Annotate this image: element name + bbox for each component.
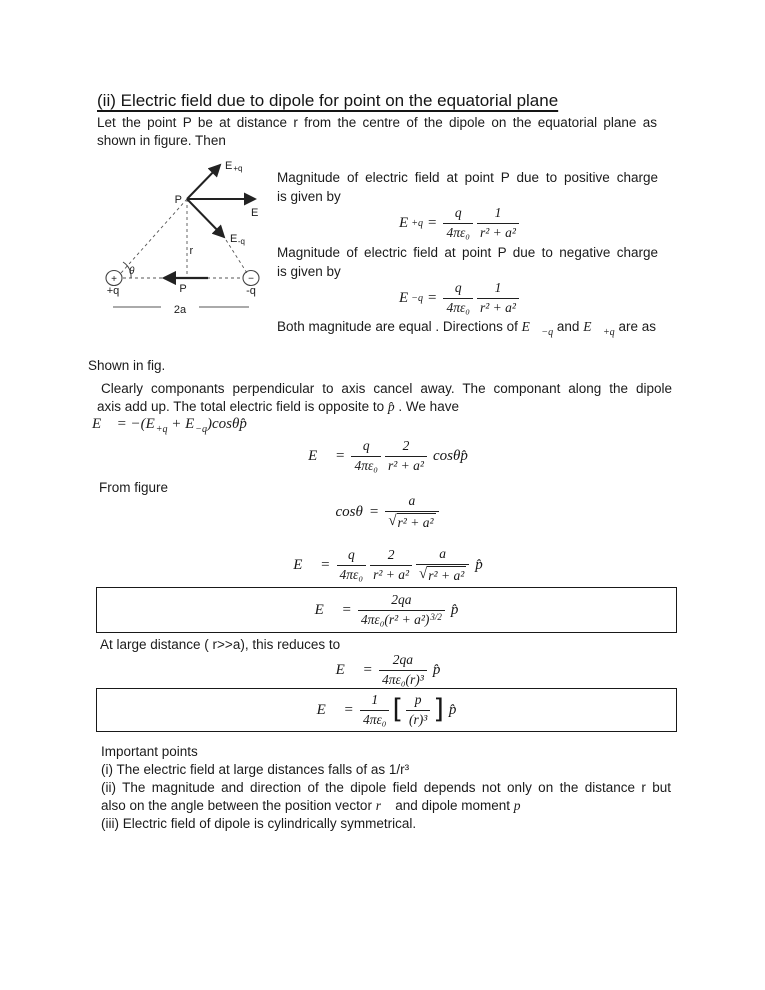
- equation-large-r: [253, 651, 523, 689]
- fraction: $\frac{p}{\text{(r)³}}$: [406, 692, 430, 729]
- important-point-i: (i) The electric field at large distances falls of as 1/r³: [101, 762, 410, 777]
- equation-boxed-2: [317, 691, 457, 729]
- math-var: p̂: [387, 399, 395, 414]
- equals-sign: =: [427, 289, 437, 306]
- intro-line-1: Let the point P be at distance r from the centre of the dipole on the equatorial plane as: [97, 115, 657, 130]
- math-tail: cosθp̂: [432, 447, 468, 464]
- equation-total-inline: E⃗ = $-(E_{+q}$ + $E_{-q})\cos\theta p̂$: [92, 416, 247, 435]
- math-var: E⃗: [314, 601, 336, 618]
- important-point-ii-line-1: (ii) The magnitude and direction of the dipole field depends not only on the distance r but: [101, 780, 671, 795]
- equation-e-plus-q: [325, 204, 595, 242]
- equation-e-three-factors: [238, 545, 538, 585]
- clearly-line-2: axis add up. The total electric field is opposite to p̂ . We have: [97, 399, 459, 414]
- math-var: E⃗: [521, 319, 541, 334]
- radical-sign: √: [388, 512, 397, 529]
- large-distance-line: At large distance ( r>>a), this reduces to: [100, 637, 341, 652]
- equation-e-minus-q: [325, 279, 595, 317]
- left-bracket: [: [392, 693, 404, 725]
- math-var: E: [399, 214, 409, 231]
- label-e-minus-q: E-q: [230, 233, 245, 246]
- math-var: r⃗: [375, 798, 392, 813]
- math-sub: −q: [411, 292, 423, 304]
- fraction: $\frac{1}{\text{r² + a²}}$: [477, 280, 519, 317]
- math-tail: p̂: [448, 701, 457, 718]
- math-sub: −q: [195, 424, 208, 435]
- from-figure: From figure: [99, 480, 169, 495]
- label-e-plus-q: E+q: [225, 160, 243, 173]
- fraction: a √ r² + a²: [385, 493, 438, 532]
- fraction: $\frac{2}{\text{r² + a²}}$: [370, 547, 412, 584]
- vector-e-plus-q: [187, 165, 220, 199]
- fraction: $\frac{q}{\text{4πε₀}}$: [351, 438, 381, 475]
- math-var: E⃗: [308, 447, 329, 464]
- math-var: p⃗: [513, 798, 532, 813]
- label-plus-q: +q: [106, 285, 120, 297]
- right-bracket: ]: [433, 693, 444, 725]
- radicand: r² + a²: [428, 567, 465, 583]
- fraction: $\frac{2}{\text{r² + a²}}$: [385, 438, 427, 475]
- math-sub: −q: [541, 327, 554, 338]
- math-tail: p̂: [450, 601, 459, 618]
- equals-sign: =: [363, 661, 372, 678]
- fraction: $\frac{q}{\text{4πε₀}}$: [337, 547, 367, 584]
- important-point-ii-line-2: also on the angle between the position vector r⃗ and dipole moment p⃗: [101, 798, 532, 813]
- equals-sign: =: [427, 214, 437, 231]
- clearly-line-1: Clearly componants perpendicular to axis cancel away. The componant along the dipole: [101, 381, 672, 396]
- important-point-iii: (iii) Electric field of dipole is cylindrically symmetrical.: [101, 816, 417, 831]
- equals-sign: =: [344, 701, 353, 718]
- label-r: r: [189, 245, 194, 257]
- label-p-vertex: P: [174, 194, 182, 206]
- math-var: E⃗: [335, 661, 357, 678]
- math-var: E⃗: [293, 556, 315, 573]
- highlight-box-1: [96, 587, 677, 633]
- equation-e-cos: [253, 436, 523, 476]
- fraction: $\frac{q}{\text{4πε₀}}$: [443, 205, 473, 242]
- minus-sign-label: −: [248, 273, 254, 285]
- label-2a: 2a: [173, 304, 187, 316]
- label-theta: θ: [129, 266, 135, 277]
- equals-sign: =: [342, 601, 351, 618]
- math-sub: +q: [155, 424, 168, 435]
- magnitude-negative-line-1: Magnitude of electric field at point P due to negative charge: [277, 245, 658, 260]
- magnitude-positive-line-2: is given by: [277, 189, 341, 204]
- equals-sign: =: [336, 447, 345, 464]
- highlight-box-2: [96, 688, 677, 732]
- label-e: E: [251, 207, 259, 219]
- fraction: $\frac{q}{\text{4πε₀}}$: [443, 280, 473, 317]
- magnitude-negative-line-2: is given by: [277, 264, 341, 279]
- important-points-header: Important points: [101, 744, 198, 759]
- magnitude-positive-line-1: Magnitude of electric field at point P due to positive charge: [277, 170, 658, 185]
- math-sub: +q: [602, 327, 615, 338]
- math-sup: 3/2: [430, 611, 442, 622]
- equation-cos-theta: [253, 491, 523, 533]
- math-var: cosθ: [335, 503, 363, 520]
- math-sub: +q: [411, 217, 423, 229]
- math-var: E⃗: [583, 319, 602, 334]
- vector-e-minus-q: [187, 199, 224, 237]
- equals-sign: =: [369, 503, 379, 520]
- math-tail: p̂: [432, 661, 441, 678]
- math-tail: p̂: [475, 556, 483, 573]
- intro-line-2: shown in figure. Then: [97, 133, 226, 148]
- fraction: 2qa 4πε₀(r² + a²) 3/2: [358, 592, 445, 629]
- label-p-bottom: P: [179, 283, 187, 295]
- dipole-field-diagram: [85, 150, 285, 325]
- dashed-line-p-to-plus-q: [121, 199, 187, 273]
- math-var: E: [399, 289, 409, 306]
- plus-sign-label: +: [111, 274, 117, 285]
- fraction: $\frac{2qa}{\text{4πε₀(r)³}}$: [379, 652, 427, 689]
- equation-boxed-1: [315, 591, 459, 629]
- label-minus-q: -q: [246, 285, 256, 297]
- both-magnitude-line: Both magnitude are equal . Directions of $E⃗_{-q}$ and $E⃗_{+q}$ are as: [277, 319, 656, 338]
- equals-sign: =: [321, 556, 330, 573]
- radicand: r² + a²: [397, 514, 434, 530]
- fraction: a √ r² + a²: [416, 546, 469, 585]
- fraction: $\frac{1}{\text{r² + a²}}$: [477, 205, 519, 242]
- radical-sign: √: [419, 565, 428, 582]
- shown-in-fig: Shown in fig.: [88, 358, 166, 373]
- page-title: (ii) Electric field due to dipole for point on the equatorial plane: [97, 91, 559, 110]
- math-var: E⃗: [316, 701, 338, 718]
- fraction: $\frac{1}{\text{4πε₀}}$: [360, 692, 390, 729]
